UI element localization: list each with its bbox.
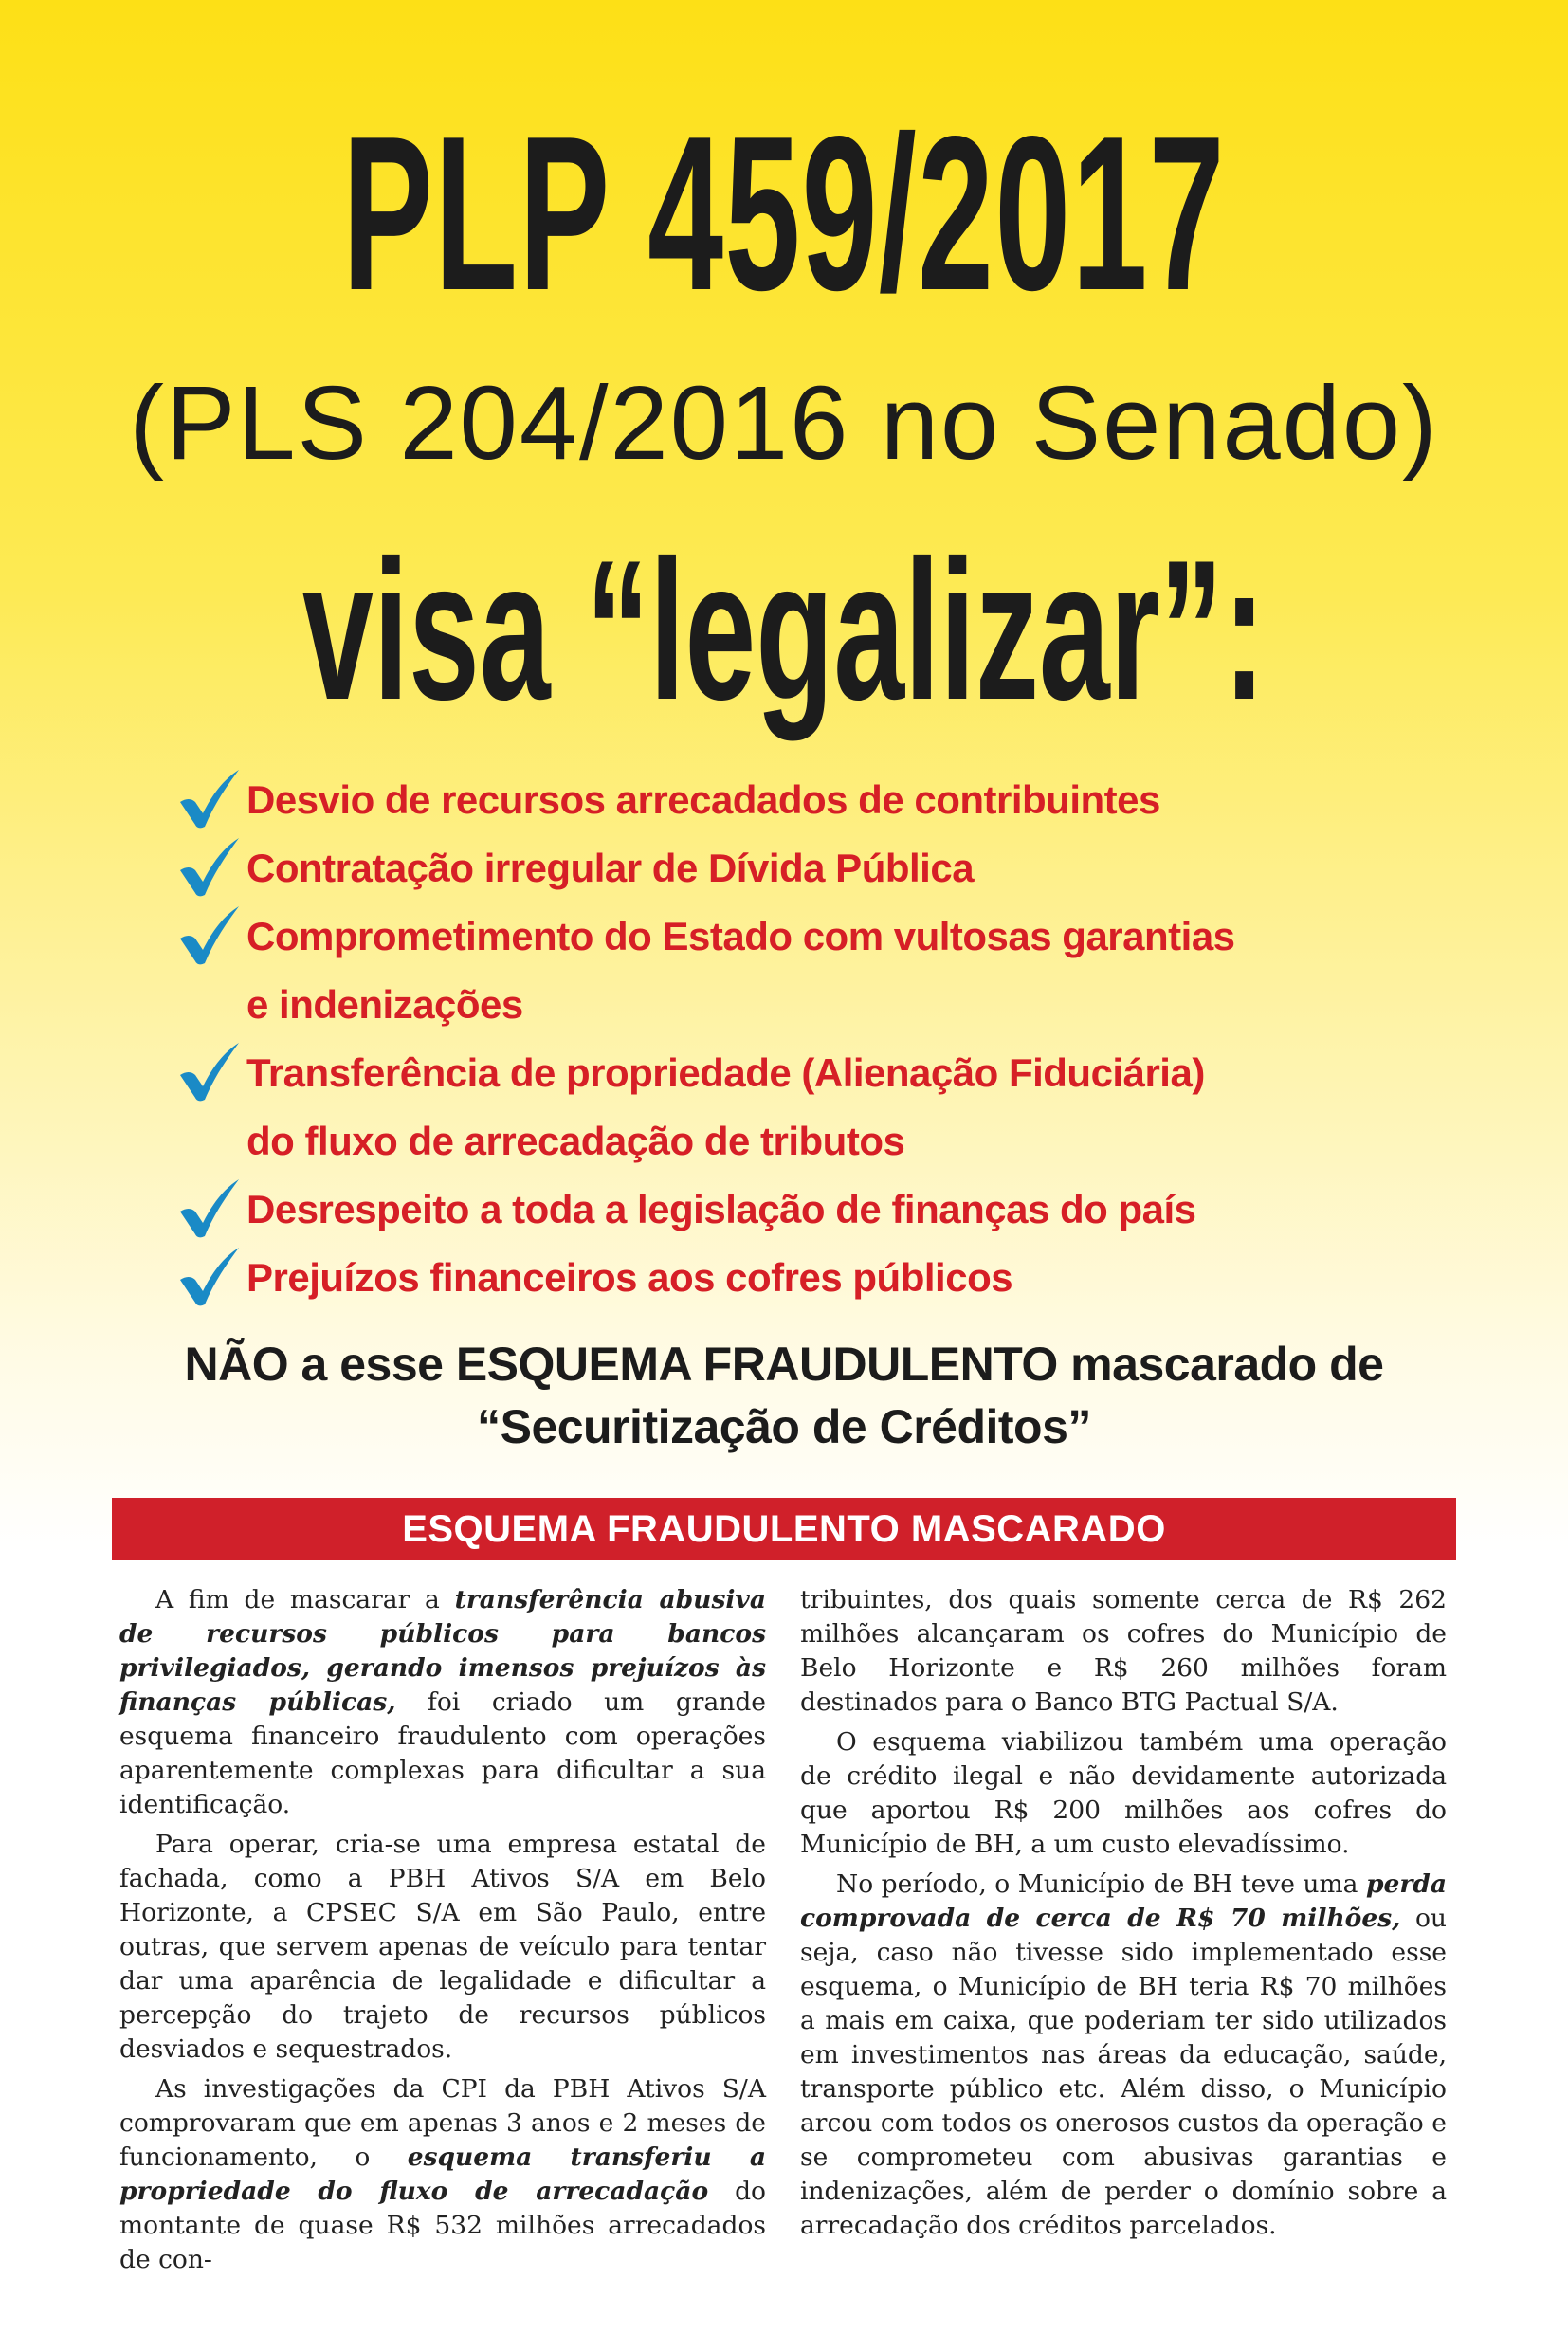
article-column-left: [119, 1583, 766, 2283]
checkmark-icon: [178, 1248, 241, 1306]
checklist-item: [178, 1176, 1411, 1244]
headline-subtitle: (PLS 204/2016 no Senado): [129, 365, 1439, 482]
body-text: foi criado um grande esquema financeiro fraudulento com operações aparentemente complexas para dificultar a sua identificação.: [119, 1687, 766, 1819]
body-text: do montante de quase R$ 532 milhões arrecadados de con-: [119, 2177, 767, 2274]
headline-tagline: visa “legalizar”:: [302, 519, 1266, 741]
checklist-item-text: Prejuízos financeiros aos cofres públicos: [246, 1255, 1013, 1300]
body-text: Para operar, cria-se uma empresa estatal de fachada, como a PBH Ativos S/A em Belo Horizonte, a CPSEC S/A em São Paulo, entre outras, que servem apenas de veículo para tentar dar uma aparência de legalidade e dificultar a percepção do trajeto de recursos públicos desviados e sequestrados.: [119, 1830, 766, 2064]
checklist-item-text: e indenizações: [246, 982, 523, 1027]
headline-title: PLP 459/2017: [342, 91, 1226, 337]
checkmark-icon: [178, 838, 241, 897]
checklist-item: [178, 766, 1411, 834]
article-paragraph: [119, 1583, 766, 1822]
checklist-item: [178, 1039, 1411, 1176]
body-text: ou seja, caso não tivesse sido implementado esse esquema, o Município de BH teria R$ 70 milhões a mais em caixa, que poderiam ter sido utilizados em investimentos nas áreas da educação, saúde, transporte público etc. Além disso, o Município arcou com todos os onerosos custos da operação e se comprometeu com abusivas garantias e indenizações, além de perder o domínio sobre a arrecadação dos créditos parcelados.: [800, 1904, 1447, 2240]
body-text: No período, o Município de BH teve uma: [836, 1869, 1366, 1899]
article-paragraph: [800, 1583, 1447, 1720]
emphasis-text: transferência abusiva de recursos públicos para bancos privilegiados, gerando imensos prejuízos às finanças públicas,: [119, 1585, 766, 1717]
article-paragraph: [119, 1828, 766, 2067]
emphasis-text: perda comprovada de cerca de R$ 70 milhões,: [800, 1869, 1447, 1933]
body-text: O esquema viabilizou também uma operação de crédito ilegal e não devidamente autorizada que aportou R$ 200 milhões aos cofres do Município de BH, a um custo elevadíssimo.: [800, 1727, 1447, 1859]
emphasis-text: esquema transferiu a propriedade do fluxo de arrecadação: [119, 2142, 766, 2206]
article-column-right: [800, 1583, 1447, 2249]
section-header: ESQUEMA FRAUDULENTO MASCARADO: [112, 1498, 1456, 1560]
checkmark-icon: [178, 770, 241, 829]
slogan-line-1: NÃO a esse ESQUEMA FRAUDULENTO mascarado de: [184, 1338, 1384, 1391]
body-text: A fim de mascarar a: [155, 1585, 455, 1614]
checklist-item: [178, 834, 1411, 903]
article-paragraph: [800, 1725, 1447, 1862]
checklist-item-text: Contratação irregular de Dívida Pública: [246, 846, 975, 890]
article-paragraph: [119, 2072, 766, 2277]
checklist-item-text: Desrespeito a toda a legislação de finanças do país: [246, 1187, 1196, 1231]
body-text: tribuintes, dos quais somente cerca de R$ 262 milhões alcançaram os cofres do Município de Belo Horizonte e R$ 260 milhões foram destinados para o Banco BTG Pactual S/A.: [800, 1585, 1447, 1717]
checkmark-icon: [178, 906, 241, 965]
checklist-item: [178, 1244, 1411, 1312]
checkmark-icon: [178, 1179, 241, 1238]
slogan-line-2: “Securitização de Créditos”: [477, 1400, 1091, 1453]
checklist-item-text: do fluxo de arrecadação de tributos: [246, 1119, 905, 1163]
body-text: As investigações da CPI da PBH Ativos S/A comprovaram que em apenas 3 anos e 2 meses de funcionamento, o: [119, 2074, 766, 2172]
article-paragraph: [800, 1868, 1447, 2243]
checklist-item-text: Comprometimento do Estado com vultosas garantias: [246, 914, 1235, 958]
checklist-item-text: Transferência de propriedade (Alienação Fiduciária): [246, 1050, 1205, 1095]
checklist: [178, 766, 1411, 1312]
checklist-item: [178, 903, 1411, 1039]
checklist-item-text: Desvio de recursos arrecadados de contribuintes: [246, 777, 1160, 822]
checkmark-icon: [178, 1043, 241, 1102]
